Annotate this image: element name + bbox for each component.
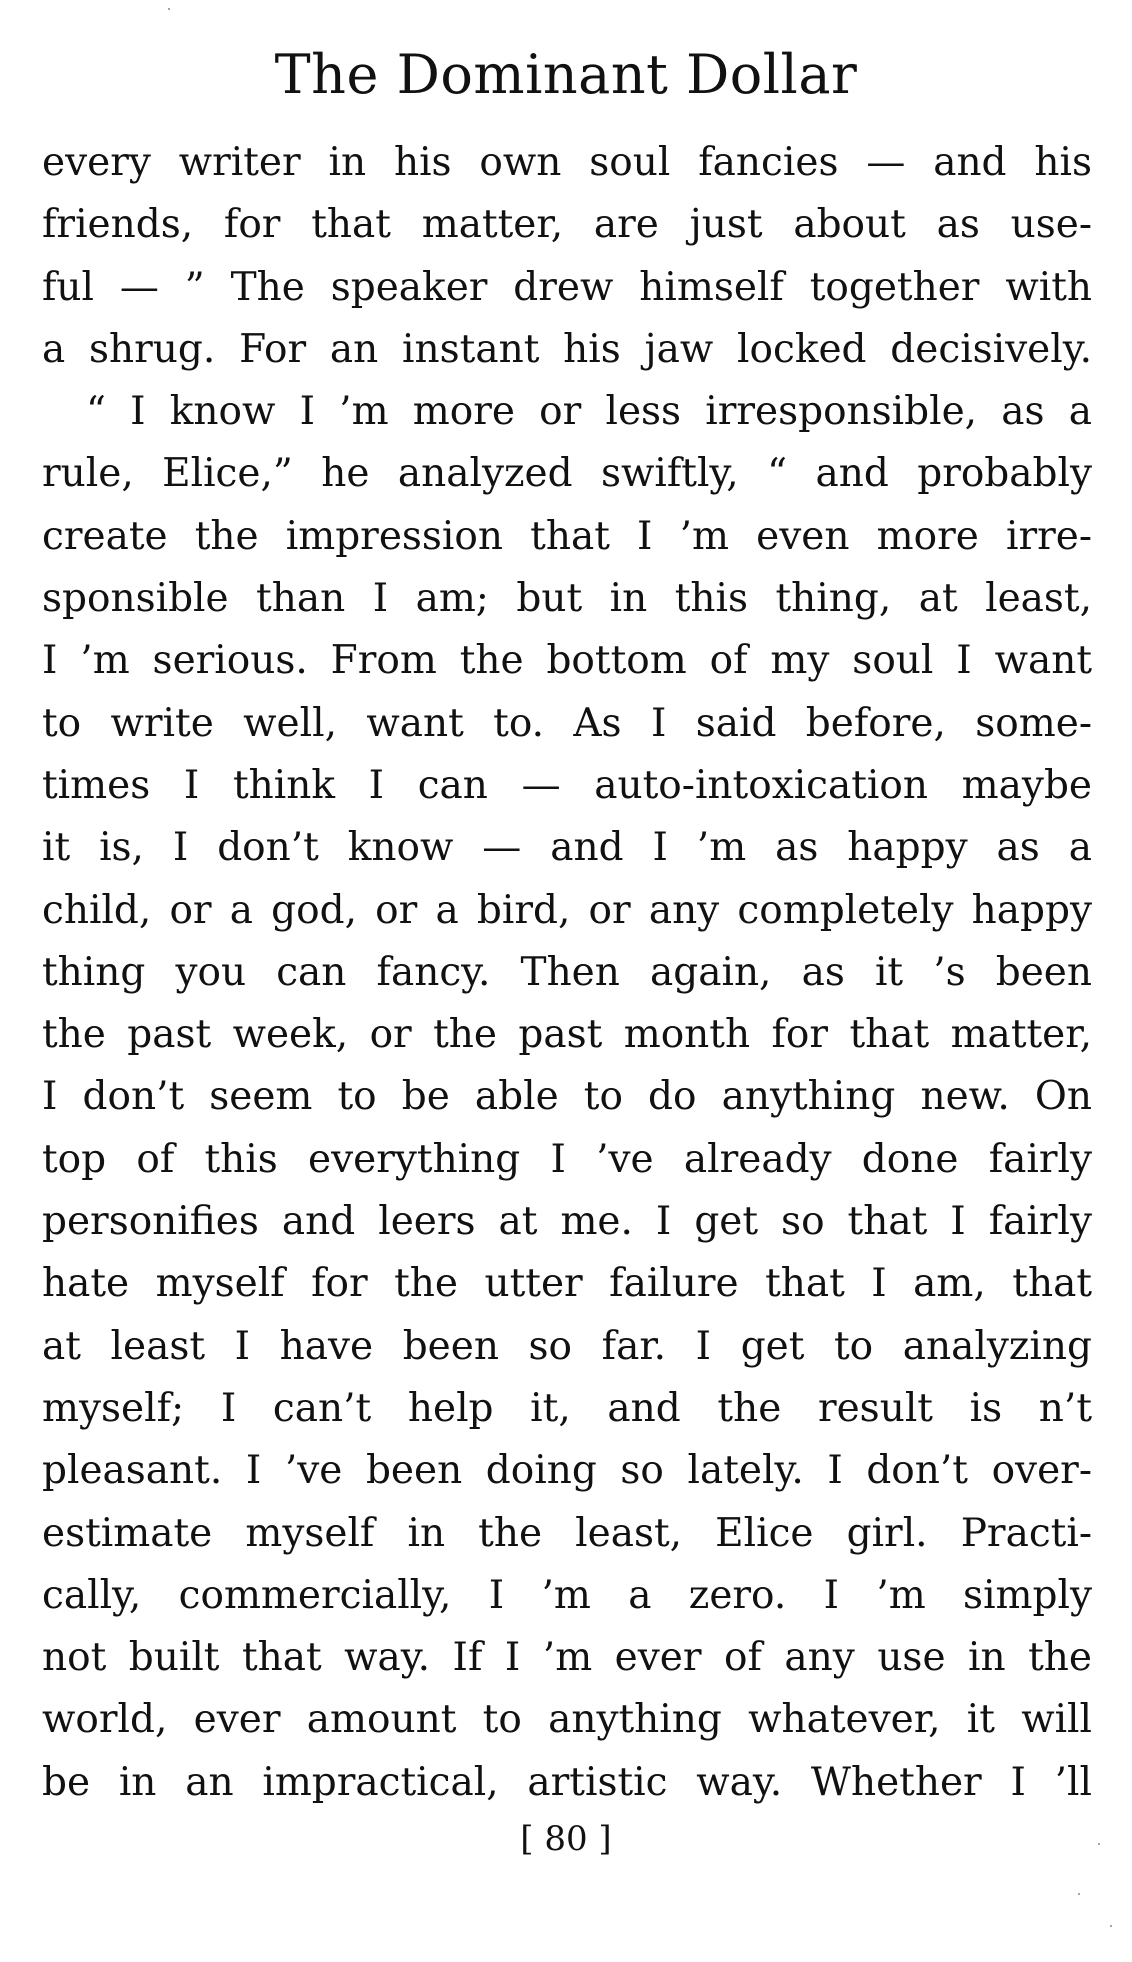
text-line: a shrug. For an instant his jaw locked decisively. [42, 326, 1092, 372]
paper-speck [168, 8, 170, 10]
paper-speck [1110, 1925, 1112, 1927]
text-line: “ I know I ’m more or less irresponsible, as a [86, 389, 1092, 435]
text-line: personifies and leers at me. I get so that I fairly [42, 1199, 1092, 1245]
text-line: friends, for that matter, are just about as use- [42, 202, 1092, 248]
text-line: world, ever amount to anything whatever, it will [42, 1697, 1092, 1743]
page-number: [ 80 ] [520, 1819, 612, 1859]
paper-speck [1098, 1843, 1100, 1845]
text-line: I don’t seem to be able to do anything new. On [42, 1074, 1092, 1120]
running-head: The Dominant Dollar [274, 43, 858, 106]
text-line: cally, commercially, I ’m a zero. I ’m simply [42, 1572, 1092, 1618]
text-line: hate myself for the utter failure that I am, that [42, 1261, 1092, 1307]
text-line: create the impression that I ’m even more irre- [42, 513, 1092, 559]
text-line: pleasant. I ’ve been doing so lately. I don’t over- [42, 1448, 1092, 1494]
text-line: be in an impractical, artistic way. Whether I ’ll [42, 1759, 1092, 1805]
paper-speck [1078, 1893, 1080, 1895]
text-line: to write well, want to. As I said before, some- [42, 700, 1092, 746]
text-line: not built that way. If I ’m ever of any use in the [42, 1635, 1092, 1681]
text-line: rule, Elice,” he analyzed swiftly, “ and probably [42, 451, 1092, 497]
text-line: times I think I can — auto-intoxication maybe [42, 762, 1092, 808]
text-line: estimate myself in the least, Elice girl. Practi- [42, 1510, 1092, 1556]
text-line: at least I have been so far. I get to analyzing [42, 1323, 1092, 1369]
text-line: ful — ” The speaker drew himself together with [42, 264, 1092, 310]
text-line: child, or a god, or a bird, or any completely happy [42, 887, 1092, 933]
body-text [42, 132, 1092, 1814]
text-line: I ’m serious. From the bottom of my soul I want [42, 638, 1092, 684]
text-line: sponsible than I am; but in this thing, at least, [42, 576, 1092, 622]
text-line: myself; I can’t help it, and the result is n’t [42, 1385, 1092, 1431]
text-line: it is, I don’t know — and I ’m as happy as a [42, 825, 1092, 871]
text-line: every writer in his own soul fancies — and his [42, 140, 1092, 185]
text-line: top of this everything I ’ve already done fairly [42, 1136, 1092, 1182]
text-line: thing you can fancy. Then again, as it ’s been [42, 949, 1092, 995]
text-line: the past week, or the past month for that matter, [42, 1012, 1092, 1058]
